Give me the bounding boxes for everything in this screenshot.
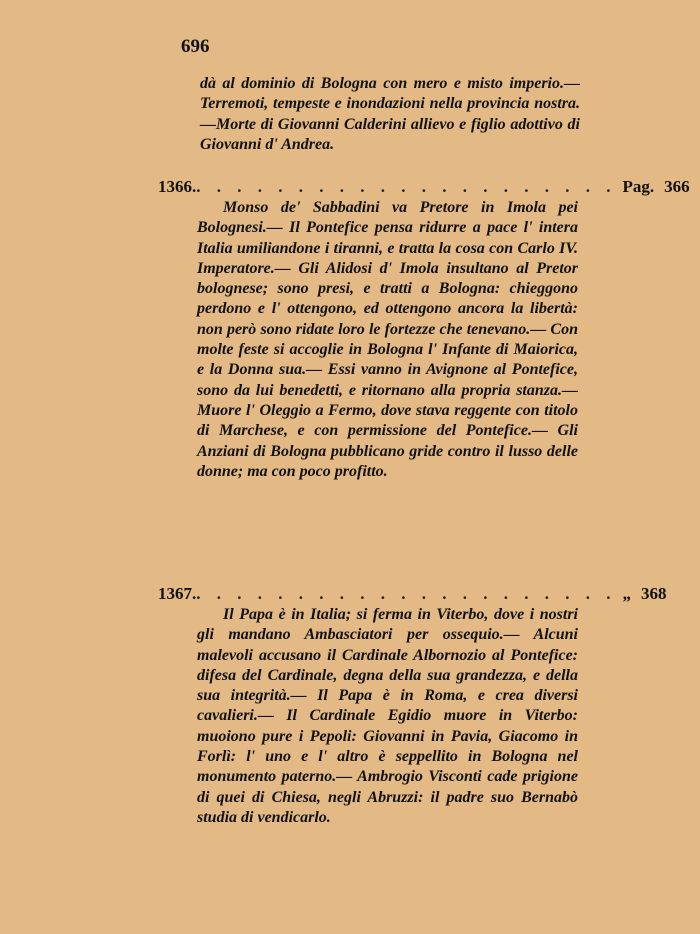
entry-page-number: 368	[641, 584, 667, 603]
entry-heading-1366	[158, 177, 690, 197]
intro-text: dà al dominio di Bologna con mero e misto imperio.— Terremoti, tempeste e inondazioni nella provincia nostra.—Morte di Giovanni Calderini allievo e figlio adottivo di Giovanni d' Andrea.	[200, 75, 580, 153]
page-ref-label: Pag.	[622, 177, 655, 196]
intro-paragraph	[200, 74, 580, 155]
entry-text-1367	[197, 605, 578, 828]
entry-paragraph: Monso de' Sabbadini va Pretore in Imola pei Bolognesi.— Il Pontefice pensa ridurre a pace l' intera Italia umiliandone i tiranni, e tratta la cosa con Carlo IV. Imperatore.— Gli Alidosi d' Imola insultano al Pretor bolognese; sono presi, e tratti a Bologna: chieggono perdono e l' ottengono, ed ottengono ancora la libertà: non però sono ridate loro le fortezze che tenevano.— Con molte feste si accoglie in Bologna l' Infante di Maiorica, e la Donna sua.— Essi vanno in Avignone al Pontefice, sono da lui benedetti, e ritornano alla propria stanza.— Muore l' Oleggio a Fermo, dove stava reggente con titolo di Marchese, e con permissione del Pontefice.— Gli Anziani di Bologna pubblicano gride contro il lusso delle donne; ma con poco profitto.	[197, 199, 578, 480]
entry-text-1366	[197, 198, 578, 482]
leader-dots: . . . . . . . . . . . . . . . . . . . . .	[196, 584, 617, 603]
page-ref-label: „	[622, 584, 631, 603]
entry-heading-1367	[158, 584, 667, 604]
entry-paragraph: Il Papa è in Italia; si ferma in Viterbo, dove i nostri gli mandano Ambasciatori per ossequio.— Alcuni malevoli accusano il Cardinale Albornozio al Pontefice: difesa del Cardinale, degna della sua grandezza, e della sua integrità.— Il Papa è in Roma, e crea diversi cavalieri.— Il Cardinale Egidio muore in Viterbo: muoiono pure i Pepoli: Giovanni in Pavia, Giacomo in Forlì: l' uno e l' altro è seppellito in Bologna nel monumento paterno.— Ambrogio Visconti cade prigione di quei di Chiesa, negli Abruzzi: il padre suo Bernabò studia di vendicarlo.	[197, 606, 578, 826]
leader-dots: . . . . . . . . . . . . . . . . . . . . .	[196, 177, 617, 196]
entry-page-number: 366	[664, 177, 690, 196]
page-number: 696	[181, 36, 210, 57]
entry-year: 1367.	[158, 584, 197, 603]
entry-year: 1366.	[158, 177, 197, 196]
